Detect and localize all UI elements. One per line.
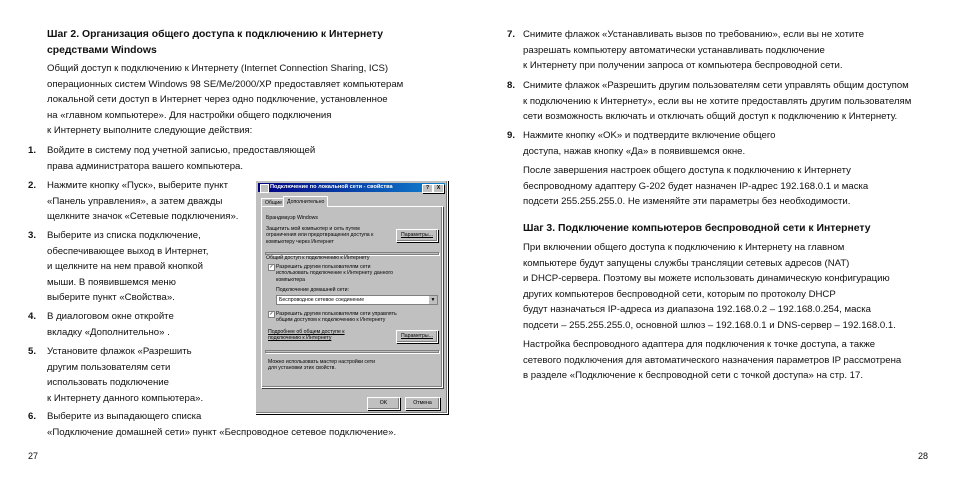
firewall-desc-line: Защитить мой компьютер и сеть путем	[266, 226, 360, 232]
network-connection-icon	[260, 184, 269, 193]
paragraph-line: беспроводному адаптеру G-202 будет назначен IP-адрес 192.168.0.1 и маска	[523, 180, 869, 192]
step-line: права администратора вашего компьютера.	[47, 160, 244, 172]
paragraph-line: Настройка беспроводного адаптера для подключения к точке доступа, а также	[523, 339, 876, 350]
step-line: и щелкните на нем правой кнопкой	[47, 261, 204, 272]
step-line: щелкните значок «Сетевые подключения».	[47, 211, 239, 222]
tab-general[interactable]: Общие	[261, 198, 286, 207]
step-number: 4.	[28, 311, 37, 322]
step2-heading-line2: средствами Windows	[47, 45, 157, 56]
allow-ics-label-line: Разрешить другим пользователям сети	[276, 264, 371, 270]
step-line: к подключению к Интернету», если вы не хотите предоставлять другим пользователям	[523, 95, 912, 107]
step-line: Снимите флажок «Устанавливать вызов по требованию», если вы не хотите	[523, 29, 865, 40]
step-line: вкладку «Дополнительно» .	[47, 326, 170, 338]
step-line: В диалоговом окне откройте	[47, 311, 174, 322]
step2-heading-line1: Шаг 2. Организация общего доступа к подключению к Интернету	[47, 29, 384, 40]
step-line: другим пользователям сети	[47, 361, 171, 373]
paragraph-line: сетевого подключения для автоматического назначения параметров IP рассмотрена	[523, 354, 902, 366]
intro-line: Общий доступ к подключению к Интернету (Internet Connection Sharing, ICS)	[47, 63, 389, 74]
ics-settings-button[interactable]: Параметры...	[396, 330, 438, 343]
step-number: 9.	[507, 130, 516, 141]
chevron-down-icon[interactable]: ▼	[428, 296, 437, 304]
firewall-desc-line: компьютеру через Интернет	[266, 238, 334, 245]
paragraph-line: подсети 255.255.255.0. Не изменяйте эти параметры без необходимости.	[523, 196, 851, 207]
ics-more-link[interactable]: подключению к Интернету	[268, 335, 332, 342]
step-line: к Интернету при получении запроса от компьютера беспроводной сети.	[523, 60, 843, 71]
advanced-tab-panel	[261, 206, 443, 388]
step-line: Установите флажок «Разрешить	[47, 346, 192, 357]
step-line: использовать подключение	[47, 377, 170, 388]
firewall-desc-line: ограничения или предотвращения доступа к	[266, 232, 374, 239]
wizard-text-line: Можно использовать мастер настройки сети	[268, 359, 376, 365]
right-page	[477, 0, 954, 478]
step3-heading: Шаг 3. Подключение компьютеров беспроводной сети к Интернету	[523, 223, 871, 234]
step-number: 7.	[507, 29, 516, 40]
allow-ics-checkbox[interactable]: ✓	[269, 264, 274, 270]
paragraph-line: и DHCP-сервера. Поэтому вы можете использовать динамическую конфигурацию	[523, 273, 890, 284]
paragraph-line: в разделе «Подключение к беспроводной сети с точкой доступа» на стр. 17.	[523, 370, 864, 381]
step-number: 2.	[28, 180, 37, 191]
intro-line: операционных систем Windows 98 SE/Me/2000/XP предоставляет компьютерам	[47, 78, 404, 90]
page-number: 28	[918, 451, 929, 461]
ics-group-label: Общий доступ к подключению к Интернету	[266, 255, 370, 261]
paragraph-line: подсети – 255.255.255.0, основной шлюз – 192.168.0.1 и DNS-сервер – 192.168.0.1.	[523, 319, 896, 331]
paragraph-line: При включении общего доступа к подключению к Интернету на главном	[523, 242, 845, 253]
home-network-value: Беспроводное сетевое соединение	[279, 297, 365, 303]
tab-advanced[interactable]: Дополнительно	[283, 196, 328, 207]
step-line: Нажмите кнопку «Пуск», выберите пункт	[47, 180, 228, 191]
page-number: 27	[28, 451, 39, 461]
step-number: 8.	[507, 80, 516, 91]
home-network-select[interactable]	[276, 295, 438, 305]
allow-control-checkbox[interactable]: ✓	[269, 311, 274, 317]
step-number: 1.	[28, 145, 37, 156]
step-number: 6.	[28, 411, 37, 422]
wizard-text-line: для установки этих свойств.	[268, 365, 336, 372]
allow-ics-label-line: компьютера	[276, 276, 306, 283]
close-button[interactable]: X	[433, 184, 444, 193]
paragraph-line: будут назначаться IP-адреса из диапазона 192.168.0.2 – 192.168.0.254, маска	[523, 304, 871, 315]
intro-line: на «главном компьютере». Для настройки общего подключения	[47, 109, 332, 121]
intro-line: к Интернету выполните следующие действия:	[47, 125, 253, 136]
paragraph-line: После завершения настроек общего доступа к подключению к Интернету	[523, 165, 851, 176]
step-line: доступа, нажав кнопку «Да» в появившемся окне.	[523, 145, 746, 157]
step-number: 5.	[28, 346, 37, 357]
paragraph-line: других компьютеров беспроводной сети, которым по протоколу DHCP	[523, 288, 836, 300]
intro-line: локальной сети доступ в Интернет через одно подключение, установленное	[47, 94, 388, 105]
step-line: Выберите из списка подключение,	[47, 230, 201, 241]
step-line: «Подключение домашней сети» пункт «Беспроводное сетевое подключение».	[47, 426, 397, 438]
home-network-label: Подключение домашней сети:	[276, 287, 349, 293]
allow-control-label-line: Разрешить другим пользователям сети управлять	[276, 311, 397, 317]
step-line: разрешать компьютеру автоматически устанавливать подключение	[523, 44, 825, 56]
step-number: 3.	[28, 230, 37, 241]
step-line: Снимите флажок «Разрешить другим пользователям сети управлять общим доступом	[523, 80, 909, 91]
step-line: Нажмите кнопку «OK» и подтвердите включение общего	[523, 130, 776, 141]
step-line: мыши. В появившемся меню	[47, 276, 176, 288]
step-line: обеспечивающее выход в Интернет,	[47, 245, 209, 257]
firewall-label: Брандмауэр Windows	[266, 215, 319, 221]
step-line: Выберите из выпадающего списка	[47, 411, 202, 422]
connection-properties-dialog	[255, 180, 448, 414]
ics-more-link[interactable]: Подробнее об общем доступе к	[268, 329, 345, 335]
step-line: «Панель управления», а затем дважды	[47, 195, 223, 207]
paragraph-line: компьютере будут запущены службы трансляции сетевых адресов (NAT)	[523, 257, 850, 269]
ok-button[interactable]: OK	[367, 397, 400, 410]
step-line: Войдите в систему под учетной записью, предоставляющей	[47, 145, 316, 156]
allow-ics-label-line: использовать подключение к Интернету данного	[276, 270, 394, 277]
step-line: сети возможность включать и отключать общий доступ к подключению к Интернету.	[523, 111, 898, 122]
help-button[interactable]: ?	[422, 184, 433, 193]
dialog-titlebar	[258, 183, 445, 192]
firewall-settings-button[interactable]: Параметры...	[396, 229, 438, 242]
separator	[265, 350, 439, 353]
step-line: к Интернету данного компьютера».	[47, 392, 204, 404]
dialog-title: Подключение по локальной сети - свойства	[270, 184, 393, 190]
allow-control-label-line: общим доступом к подключению к Интернету	[276, 317, 386, 324]
cancel-button[interactable]: Отмена	[405, 397, 440, 410]
step-line: выберите пункт «Свойства».	[47, 292, 175, 303]
